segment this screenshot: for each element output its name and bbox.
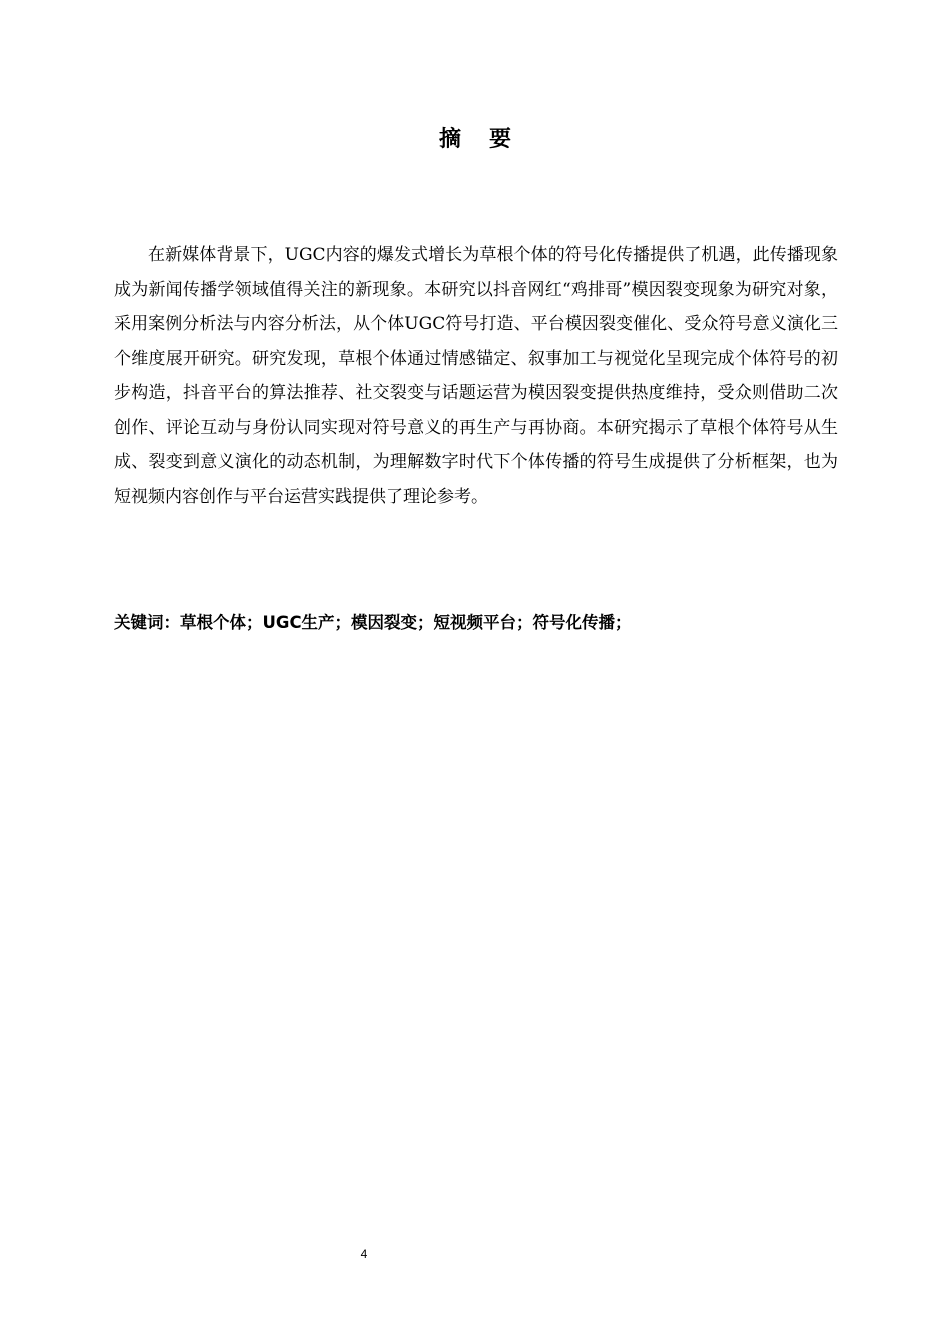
keywords-label: 关键词： — [114, 613, 180, 632]
keywords-list: 草根个体；UGC生产；模因裂变；短视频平台；符号化传播； — [180, 613, 632, 632]
abstract-title-char-2: 要 — [489, 127, 512, 152]
abstract-title — [0, 124, 950, 156]
keywords-line — [114, 606, 838, 640]
abstract-body: 在新媒体背景下，UGC内容的爆发式增长为草根个体的符号化传播提供了机遇，此传播现象成为新闻传播学领域值得关注的新现象。本研究以抖音网红“鸡排哥”模因裂变现象为研究对象，采用案例分析法与内容分析法，从个体UGC符号打造、平台模因裂变催化、受众符号意义演化三个维度展开研究。研究发现，草根个体通过情感锚定、叙事加工与视觉化呈现完成个体符号的初步构造，抖音平台的算法推荐、社交裂变与话题运营为模因裂变提供热度维持，受众则借助二次创作、评论互动与身份认同实现对符号意义的再生产与再协商。本研究揭示了草根个体符号从生成、裂变到意义演化的动态机制，为理解数字时代下个体传播的符号生成提供了分析框架，也为短视频内容创作与平台运营实践提供了理论参考。 — [114, 245, 838, 507]
page-number: 4 — [360, 1247, 368, 1261]
abstract-title-char-1: 摘 — [438, 127, 461, 152]
